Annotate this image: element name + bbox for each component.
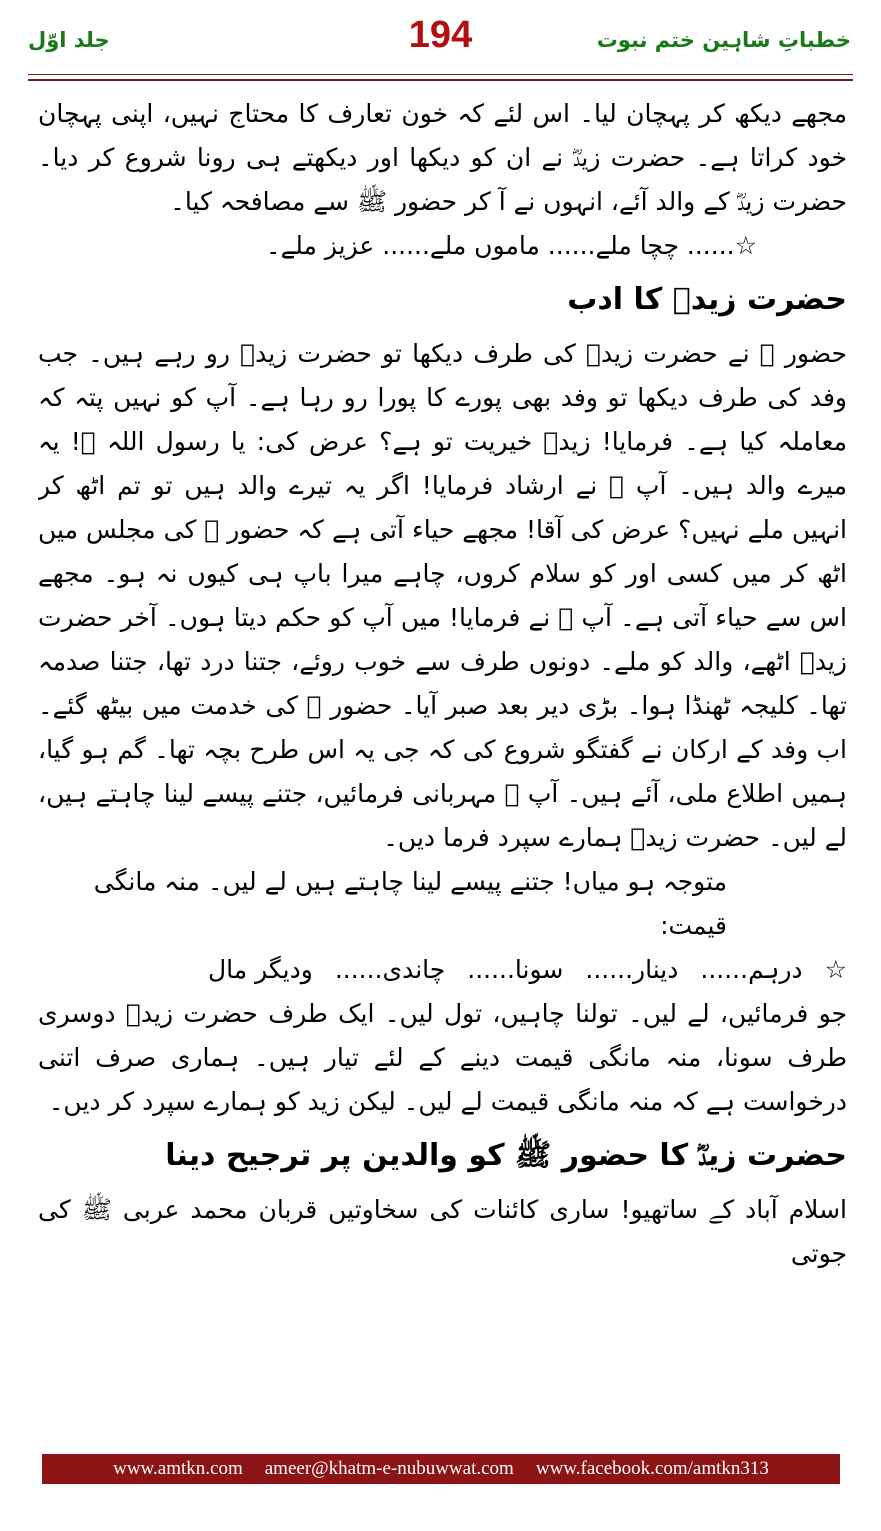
bullet-list	[38, 948, 847, 992]
book-title: خطباتِ شاہین ختم نبوت	[596, 28, 851, 52]
list-item: سونا......	[467, 955, 564, 984]
paragraph: جو فرمائیں، لے لیں۔ تولنا چاہیں، تول لیں۔ ایک طرف حضرت زیدؓ دوسری طرف سونا، منہ مانگی قیمت دینے کے لئے تیار ہیں۔ ہماری صرف اتنی درخواست ہے کہ منہ مانگی قیمت لے لیں۔ لیکن زید کو ہمارے سپرد کر دیں۔	[38, 999, 847, 1116]
page-number: 194	[408, 14, 473, 56]
header-divider	[28, 74, 853, 75]
quoted-offer: متوجہ ہو میاں! جتنے پیسے لینا چاہتے ہیں لے لیں۔ منہ مانگی قیمت:	[93, 867, 727, 940]
section-heading: حضرت زیدؓ کا ادب	[567, 282, 847, 317]
list-item: ودیگر مال	[207, 955, 313, 984]
email-link[interactable]: ameer@khatm-e-nubuwwat.com	[264, 1458, 514, 1479]
volume-label: جلد اوّل	[28, 28, 110, 52]
list-item: درہم......	[700, 955, 803, 984]
paragraph: مجھے دیکھ کر پہچان لیا۔ اس لئے کہ خون تعارف کا محتاج نہیں، اپنی پہچان خود کراتا ہے۔ حضرت زیدؓ نے ان کو دیکھا اور دیکھتے ہی رونا شروع کر دیا۔ حضرت زیدؓ کے والد آئے، انہوں نے آ کر حضور ﷺ سے مصافحہ کیا۔	[38, 99, 847, 216]
facebook-link[interactable]: www.facebook.com/amtkn313	[535, 1458, 769, 1479]
page-header	[0, 0, 881, 78]
list-item: چاندی......	[334, 955, 446, 984]
star-icon: ☆	[824, 955, 847, 984]
paragraph: حضور ﷺ نے حضرت زیدؓ کی طرف دیکھا تو حضرت زیدؓ رو رہے ہیں۔ جب وفد کی طرف دیکھا تو وفد بھی پورے کا پورا رو رہا ہے۔ آپ کو نہیں پتہ کہ معاملہ کیا ہے۔ فرمایا! زیدؓ خیریت تو ہے؟ عرض کی: یا رسول اللہ ﷺ! یہ میرے والد ہیں۔ آپ ﷺ نے ارشاد فرمایا! اگر یہ تیرے والد ہیں تو تم اٹھ کر انہیں ملے نہیں؟ عرض کی آقا! مجھے حیاء آتی ہے کہ حضور ﷺ کی مجلس میں اٹھ کر میں کسی اور کو سلام کروں، چاہے میرا باپ ہی کیوں نہ ہو۔ مجھے اس سے حیاء آتی ہے۔ آپ ﷺ نے فرمایا! میں آپ کو حکم دیتا ہوں۔ آخر حضرت زیدؓ اٹھے، والد کو ملے۔ دونوں طرف سے خوب روئے، جتنا درد تھا، جتنا صدمہ تھا۔ کلیجہ ٹھنڈا ہوا۔ بڑی دیر بعد صبر آیا۔ حضور ﷺ کی خدمت میں بیٹھ گئے۔ اب وفد کے ارکان نے گفتگو شروع کی کہ جی یہ اس طرح بچہ تھا۔ گم ہو گیا، ہمیں اطلاع ملی، آئے ہیں۔ آپ ﷺ مہربانی فرمائیں، جتنے پیسے لینا چاہتے ہیں، لے لیں۔ حضرت زیدؓ ہمارے سپرد فرما دیں۔	[38, 339, 847, 852]
list-item: دینار......	[585, 955, 679, 984]
page-body	[38, 92, 847, 1437]
header-divider-thick	[28, 79, 853, 81]
website-link[interactable]: www.amtkn.com	[113, 1458, 243, 1479]
page-footer	[42, 1454, 840, 1484]
paragraph: اسلام آباد کے ساتھیو! ساری کائنات کی سخاوتیں قربان محمد عربی ﷺ کی جوتی	[38, 1195, 847, 1268]
bullet-line: ☆...... چچا ملے...... ماموں ملے...... عزیز ملے۔	[265, 231, 757, 260]
section-heading: حضرت زیدؓ کا حضور ﷺ کو والدین پر ترجیح دینا	[165, 1138, 847, 1173]
